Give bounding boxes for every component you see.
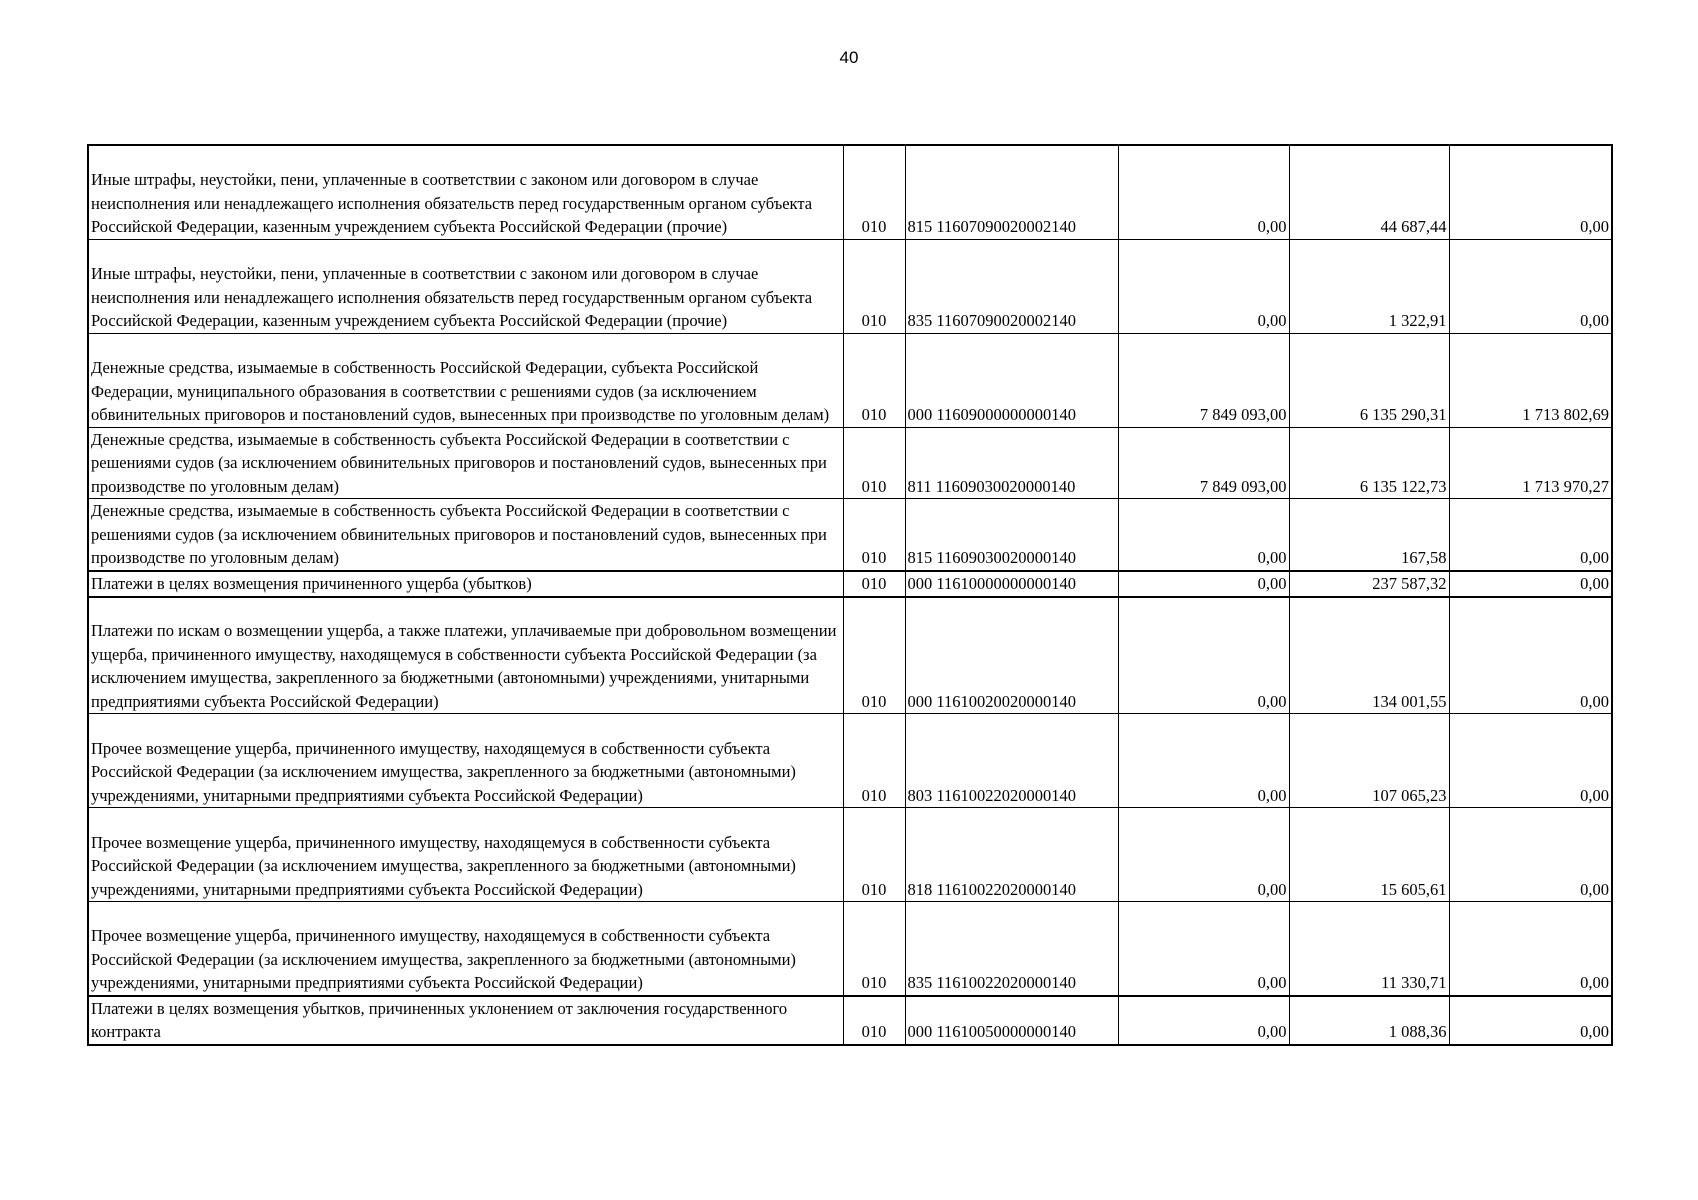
line-code-cell: 010 (843, 499, 905, 571)
not-executed-cell: 0,00 (1449, 145, 1612, 239)
line-code-cell: 010 (843, 902, 905, 996)
table-row (88, 427, 1612, 499)
line-code-cell: 010 (843, 333, 905, 427)
table-row (88, 714, 1612, 808)
income-code-cell: 815 11609030020000140 (905, 499, 1118, 571)
approved-cell: 0,00 (1118, 902, 1289, 996)
not-executed-cell: 0,00 (1449, 808, 1612, 902)
description-cell: Прочее возмещение ущерба, причиненного имуществу, находящемуся в собственности субъекта Российской Федерации (за исключением имущества, закрепленного за бюджетными (автономными) учреждениями, унитарными предприятиями субъекта Российской Федерации) (88, 808, 843, 902)
executed-cell: 1 322,91 (1289, 239, 1449, 333)
line-code-cell: 010 (843, 597, 905, 714)
description-cell: Платежи в целях возмещения причиненного ущерба (убытков) (88, 571, 843, 597)
table-row (88, 808, 1612, 902)
not-executed-cell: 0,00 (1449, 239, 1612, 333)
not-executed-cell: 0,00 (1449, 902, 1612, 996)
description-cell: Иные штрафы, неустойки, пени, уплаченные в соответствии с законом или договором в случае неисполнения или ненадлежащего исполнения обязательств перед государственным органом субъекта Российской Федерации, казенным учреждением субъекта Российской Федерации (прочие) (88, 145, 843, 239)
executed-cell: 107 065,23 (1289, 714, 1449, 808)
income-code-cell: 815 11607090020002140 (905, 145, 1118, 239)
not-executed-cell: 0,00 (1449, 499, 1612, 571)
approved-cell: 0,00 (1118, 996, 1289, 1045)
income-code-cell: 818 11610022020000140 (905, 808, 1118, 902)
table-row (88, 597, 1612, 714)
income-code-cell: 000 11610020020000140 (905, 597, 1118, 714)
executed-cell: 167,58 (1289, 499, 1449, 571)
description-cell: Денежные средства, изымаемые в собственность субъекта Российской Федерации в соответствии с решениями судов (за исключением обвинительных приговоров и постановлений судов, вынесенных при производстве по уголовным делам) (88, 427, 843, 499)
description-cell: Платежи в целях возмещения убытков, причиненных уклонением от заключения государственного контракта (88, 996, 843, 1045)
description-cell: Иные штрафы, неустойки, пени, уплаченные в соответствии с законом или договором в случае неисполнения или ненадлежащего исполнения обязательств перед государственным органом субъекта Российской Федерации, казенным учреждением субъекта Российской Федерации (прочие) (88, 239, 843, 333)
approved-cell: 0,00 (1118, 499, 1289, 571)
description-cell: Денежные средства, изымаемые в собственность Российской Федерации, субъекта Российской Федерации, муниципального образования в соответствии с решениями судов (за исключением обвинительных приговоров и постановлений судов, вынесенных при производстве по уголовным делам) (88, 333, 843, 427)
line-code-cell: 010 (843, 145, 905, 239)
description-cell: Прочее возмещение ущерба, причиненного имуществу, находящемуся в собственности субъекта Российской Федерации (за исключением имущества, закрепленного за бюджетными (автономными) учреждениями, унитарными предприятиями субъекта Российской Федерации) (88, 902, 843, 996)
description-cell: Денежные средства, изымаемые в собственность субъекта Российской Федерации в соответствии с решениями судов (за исключением обвинительных приговоров и постановлений судов, вынесенных при производстве по уголовным делам) (88, 499, 843, 571)
approved-cell: 7 849 093,00 (1118, 427, 1289, 499)
not-executed-cell: 1 713 802,69 (1449, 333, 1612, 427)
executed-cell: 237 587,32 (1289, 571, 1449, 597)
income-code-cell: 000 11610000000000140 (905, 571, 1118, 597)
table-row (88, 145, 1612, 239)
table-row (88, 499, 1612, 571)
table-row (88, 571, 1612, 597)
table-row (88, 996, 1612, 1045)
executed-cell: 1 088,36 (1289, 996, 1449, 1045)
not-executed-cell: 1 713 970,27 (1449, 427, 1612, 499)
description-cell: Платежи по искам о возмещении ущерба, а также платежи, уплачиваемые при добровольном возмещении ущерба, причиненного имуществу, находящемуся в собственности субъекта Российской Федерации (за исключением имущества, закрепленного за бюджетными (автономными) учреждениями, унитарными предприятиями субъекта Российской Федерации) (88, 597, 843, 714)
line-code-cell: 010 (843, 808, 905, 902)
executed-cell: 6 135 122,73 (1289, 427, 1449, 499)
income-code-cell: 803 11610022020000140 (905, 714, 1118, 808)
table-row (88, 333, 1612, 427)
income-code-cell: 000 11609000000000140 (905, 333, 1118, 427)
executed-cell: 134 001,55 (1289, 597, 1449, 714)
income-table (87, 144, 1613, 1046)
approved-cell: 0,00 (1118, 239, 1289, 333)
table-row (88, 902, 1612, 996)
line-code-cell: 010 (843, 996, 905, 1045)
approved-cell: 0,00 (1118, 808, 1289, 902)
not-executed-cell: 0,00 (1449, 571, 1612, 597)
income-code-cell: 811 11609030020000140 (905, 427, 1118, 499)
approved-cell: 7 849 093,00 (1118, 333, 1289, 427)
page-number: 40 (839, 48, 859, 67)
approved-cell: 0,00 (1118, 571, 1289, 597)
not-executed-cell: 0,00 (1449, 597, 1612, 714)
executed-cell: 44 687,44 (1289, 145, 1449, 239)
line-code-cell: 010 (843, 427, 905, 499)
not-executed-cell: 0,00 (1449, 714, 1612, 808)
line-code-cell: 010 (843, 239, 905, 333)
description-cell: Прочее возмещение ущерба, причиненного имуществу, находящемуся в собственности субъекта Российской Федерации (за исключением имущества, закрепленного за бюджетными (автономными) учреждениями, унитарными предприятиями субъекта Российской Федерации) (88, 714, 843, 808)
approved-cell: 0,00 (1118, 145, 1289, 239)
table-row (88, 239, 1612, 333)
approved-cell: 0,00 (1118, 597, 1289, 714)
income-code-cell: 835 11610022020000140 (905, 902, 1118, 996)
not-executed-cell: 0,00 (1449, 996, 1612, 1045)
income-code-cell: 000 11610050000000140 (905, 996, 1118, 1045)
approved-cell: 0,00 (1118, 714, 1289, 808)
line-code-cell: 010 (843, 714, 905, 808)
executed-cell: 11 330,71 (1289, 902, 1449, 996)
income-code-cell: 835 11607090020002140 (905, 239, 1118, 333)
line-code-cell: 010 (843, 571, 905, 597)
executed-cell: 15 605,61 (1289, 808, 1449, 902)
executed-cell: 6 135 290,31 (1289, 333, 1449, 427)
